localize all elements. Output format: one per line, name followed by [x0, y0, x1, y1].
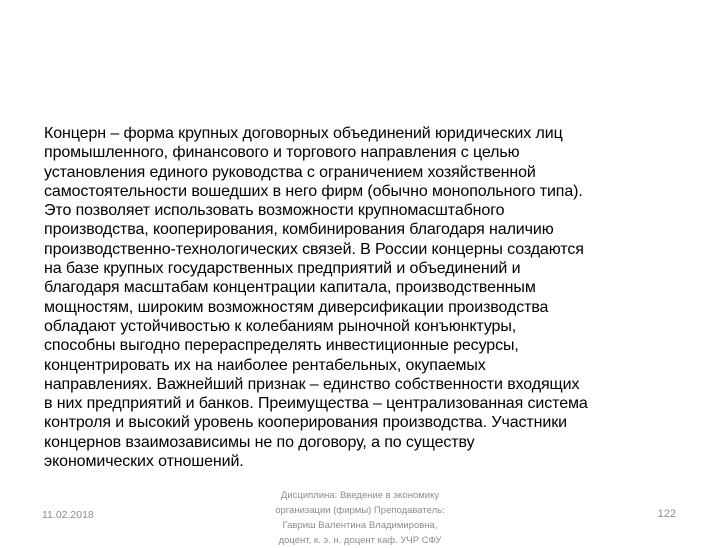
- body-text-line: мощностям, широким возможностям диверсификации производства: [44, 298, 549, 316]
- body-text-line: контроля и высокий уровень кооперирования производства. Участники: [44, 414, 567, 432]
- slide-body-text: [44, 124, 684, 471]
- body-text-line: самостоятельности вошедших в него фирм (обычно монопольного типа).: [44, 182, 583, 200]
- body-text-line: благодаря масштабам концентрации капитала, производственным: [44, 279, 536, 297]
- body-text-line: промышленного, финансового и торгового направления с целью: [44, 144, 520, 162]
- body-text-line: направлениях. Важнейший признак – единство собственности входящих: [44, 375, 580, 393]
- footer-course-line: доцент, к. э. н. доцент каф. УЧР СФУ: [278, 535, 442, 546]
- footer-course-line: организации (фирмы) Преподаватель:: [275, 505, 445, 516]
- body-text-line: установления единого руководства с ограничением хозяйственной: [44, 163, 536, 181]
- footer-page-number: 122: [657, 508, 676, 520]
- body-text-line: концентрировать их на наиболее рентабельных, окупаемых: [44, 356, 486, 374]
- body-text-line: в них предприятий и банков. Преимущества – централизованная система: [44, 395, 588, 413]
- footer-course-line: Гавриш Валентина Владимировна,: [282, 520, 438, 531]
- footer-course-info: [245, 488, 475, 548]
- body-text-line: на базе крупных государственных предприятий и объединений и: [44, 260, 521, 278]
- body-text-line: производства, кооперирования, комбинирования благодаря наличию: [44, 221, 554, 239]
- body-text-line: производственно-технологических связей. В России концерны создаются: [44, 240, 584, 258]
- body-text-line: обладают устойчивостью к колебаниям рыночной конъюнктуры,: [44, 317, 517, 335]
- body-text-line: Концерн – форма крупных договорных объединений юридических лиц: [44, 125, 563, 142]
- footer-date: 11.02.2018: [42, 509, 94, 521]
- body-text-line: способны выгодно перераспределять инвестиционные ресурсы,: [44, 337, 519, 355]
- slide-footer: [0, 486, 720, 546]
- body-text-line: концернов взаимозависимы не по договору, а по существу: [44, 433, 475, 451]
- body-text-line: экономических отношений.: [44, 453, 244, 471]
- body-text-line: Это позволяет использовать возможности крупномасштабного: [44, 202, 505, 220]
- footer-course-line: Дисциплина: Введение в экономику: [280, 490, 440, 501]
